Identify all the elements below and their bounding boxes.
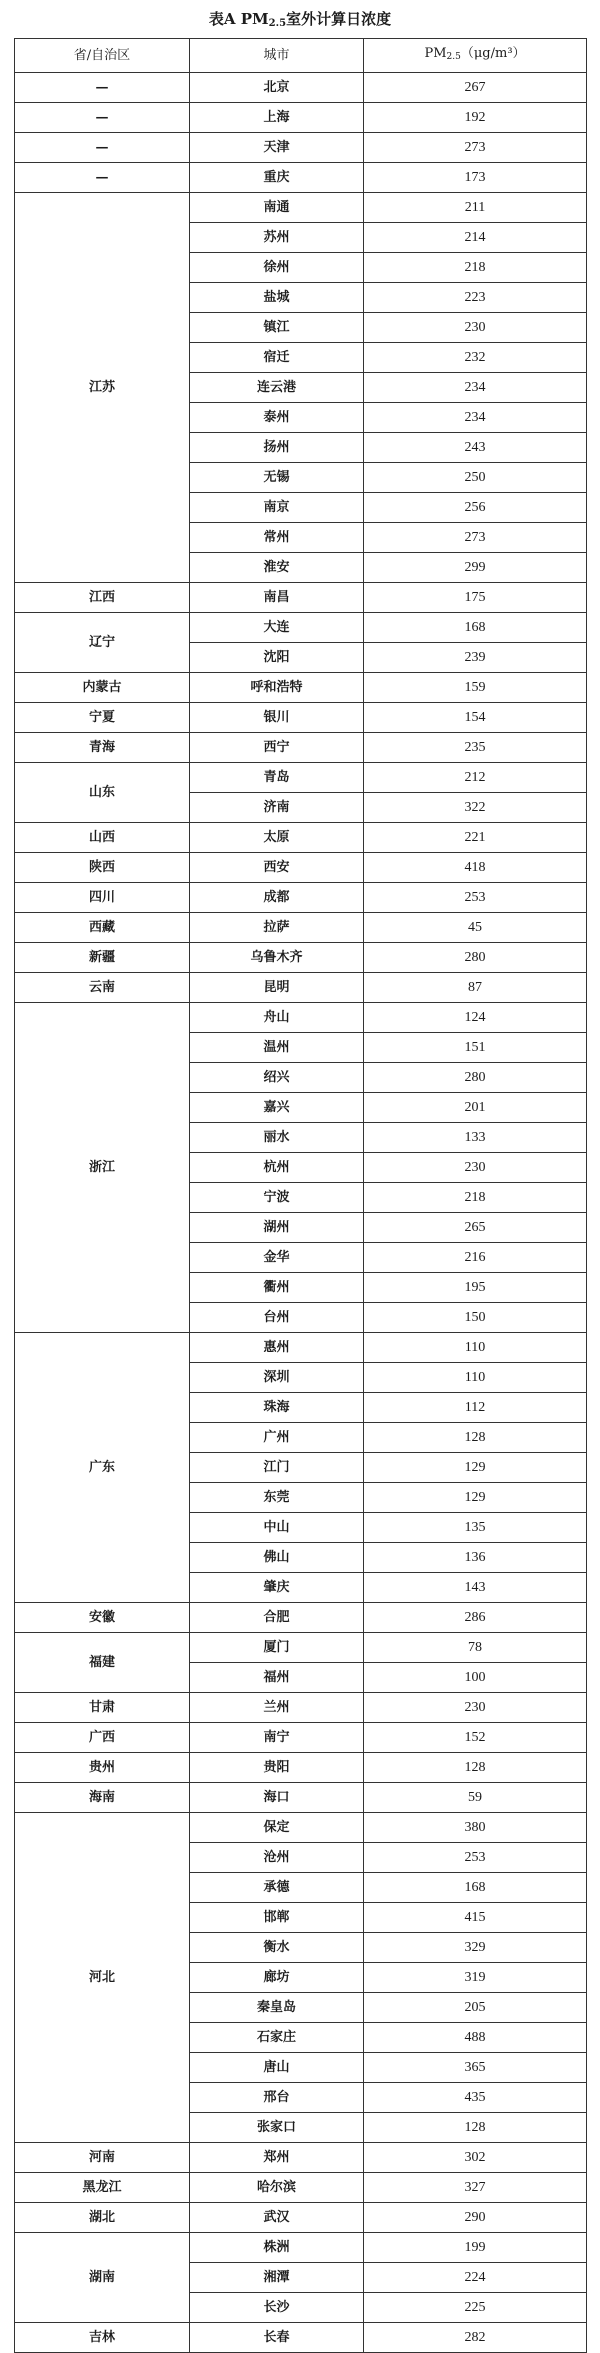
- city-cell: 宁波: [190, 1183, 364, 1213]
- table-row: [15, 733, 587, 763]
- table-row: [15, 1003, 587, 1033]
- header-pm-subscript: 2.5: [446, 52, 461, 62]
- pm25-value-cell: 230: [364, 1693, 587, 1723]
- pm25-value-cell: 214: [364, 223, 587, 253]
- city-cell: 承德: [190, 1873, 364, 1903]
- city-cell: 石家庄: [190, 2023, 364, 2053]
- city-cell: 广州: [190, 1423, 364, 1453]
- province-cell: 浙江: [15, 1003, 190, 1333]
- city-cell: 哈尔滨: [190, 2173, 364, 2203]
- city-cell: 呼和浩特: [190, 673, 364, 703]
- table-row: [15, 1813, 587, 1843]
- header-pm25: [364, 39, 587, 73]
- pm25-value-cell: 280: [364, 1063, 587, 1093]
- pm25-value-cell: 216: [364, 1243, 587, 1273]
- pm25-value-cell: 143: [364, 1573, 587, 1603]
- pm25-value-cell: 415: [364, 1903, 587, 1933]
- province-cell: 湖南: [15, 2233, 190, 2323]
- city-cell: 淮安: [190, 553, 364, 583]
- pm25-value-cell: 78: [364, 1633, 587, 1663]
- pm25-value-cell: 230: [364, 1153, 587, 1183]
- province-cell: 河北: [15, 1813, 190, 2143]
- pm25-value-cell: 365: [364, 2053, 587, 2083]
- pm25-value-cell: 154: [364, 703, 587, 733]
- pm25-value-cell: 135: [364, 1513, 587, 1543]
- title-subscript: 2.5: [268, 18, 287, 29]
- pm25-value-cell: 150: [364, 1303, 587, 1333]
- header-pm-prefix: PM: [424, 46, 447, 61]
- pm25-value-cell: 234: [364, 403, 587, 433]
- table-row: [15, 1723, 587, 1753]
- province-cell: 福建: [15, 1633, 190, 1693]
- table-row: [15, 1633, 587, 1663]
- city-cell: 嘉兴: [190, 1093, 364, 1123]
- pm25-value-cell: 488: [364, 2023, 587, 2053]
- city-cell: 盐城: [190, 283, 364, 313]
- table-row: [15, 883, 587, 913]
- table-row: [15, 2233, 587, 2263]
- province-cell: 宁夏: [15, 703, 190, 733]
- city-cell: 上海: [190, 103, 364, 133]
- province-cell: 甘肃: [15, 1693, 190, 1723]
- city-cell: 衢州: [190, 1273, 364, 1303]
- table-row: [15, 763, 587, 793]
- province-cell: 贵州: [15, 1753, 190, 1783]
- pm25-value-cell: 221: [364, 823, 587, 853]
- city-cell: 张家口: [190, 2113, 364, 2143]
- table-row: [15, 193, 587, 223]
- city-cell: 苏州: [190, 223, 364, 253]
- city-cell: 湖州: [190, 1213, 364, 1243]
- pm25-value-cell: 225: [364, 2293, 587, 2323]
- province-cell: 陕西: [15, 853, 190, 883]
- city-cell: 南通: [190, 193, 364, 223]
- table-row: [15, 613, 587, 643]
- pm25-value-cell: 212: [364, 763, 587, 793]
- province-cell: 山西: [15, 823, 190, 853]
- pm25-value-cell: 418: [364, 853, 587, 883]
- city-cell: 福州: [190, 1663, 364, 1693]
- pm25-value-cell: 223: [364, 283, 587, 313]
- city-cell: 肇庆: [190, 1573, 364, 1603]
- pm25-value-cell: 110: [364, 1363, 587, 1393]
- province-cell: 江西: [15, 583, 190, 613]
- pm25-value-cell: 45: [364, 913, 587, 943]
- city-cell: 温州: [190, 1033, 364, 1063]
- table-row: [15, 823, 587, 853]
- pm25-value-cell: 128: [364, 1423, 587, 1453]
- city-cell: 东莞: [190, 1483, 364, 1513]
- city-cell: 江门: [190, 1453, 364, 1483]
- pm25-value-cell: 327: [364, 2173, 587, 2203]
- pm25-value-cell: 224: [364, 2263, 587, 2293]
- pm25-value-cell: 199: [364, 2233, 587, 2263]
- city-cell: 西安: [190, 853, 364, 883]
- pm25-value-cell: 195: [364, 1273, 587, 1303]
- city-cell: 中山: [190, 1513, 364, 1543]
- city-cell: 徐州: [190, 253, 364, 283]
- pm25-value-cell: 435: [364, 2083, 587, 2113]
- city-cell: 武汉: [190, 2203, 364, 2233]
- pm25-value-cell: 136: [364, 1543, 587, 1573]
- city-cell: 长春: [190, 2323, 364, 2353]
- pm25-value-cell: 319: [364, 1963, 587, 1993]
- city-cell: 绍兴: [190, 1063, 364, 1093]
- city-cell: 北京: [190, 73, 364, 103]
- province-cell: 新疆: [15, 943, 190, 973]
- pm25-value-cell: 253: [364, 1843, 587, 1873]
- table-row: [15, 133, 587, 163]
- province-cell: —: [15, 163, 190, 193]
- pm25-value-cell: 322: [364, 793, 587, 823]
- city-cell: 拉萨: [190, 913, 364, 943]
- city-cell: 常州: [190, 523, 364, 553]
- city-cell: 无锡: [190, 463, 364, 493]
- pm25-value-cell: 243: [364, 433, 587, 463]
- city-cell: 长沙: [190, 2293, 364, 2323]
- pm25-value-cell: 302: [364, 2143, 587, 2173]
- city-cell: 扬州: [190, 433, 364, 463]
- city-cell: 南宁: [190, 1723, 364, 1753]
- province-cell: 湖北: [15, 2203, 190, 2233]
- city-cell: 邯郸: [190, 1903, 364, 1933]
- header-row: [15, 39, 587, 73]
- table-row: [15, 1333, 587, 1363]
- province-cell: 广西: [15, 1723, 190, 1753]
- header-province: 省/自治区: [15, 39, 190, 73]
- table-row: [15, 1753, 587, 1783]
- header-city: 城市: [190, 39, 364, 73]
- province-cell: 黑龙江: [15, 2173, 190, 2203]
- pm25-value-cell: 168: [364, 613, 587, 643]
- province-cell: 山东: [15, 763, 190, 823]
- table-row: [15, 2323, 587, 2353]
- province-cell: 吉林: [15, 2323, 190, 2353]
- table-row: [15, 673, 587, 703]
- pm25-value-cell: 133: [364, 1123, 587, 1153]
- city-cell: 株洲: [190, 2233, 364, 2263]
- city-cell: 沧州: [190, 1843, 364, 1873]
- pm25-value-cell: 129: [364, 1453, 587, 1483]
- header-pm-unit: （μg/m³）: [460, 46, 526, 61]
- table-body: [15, 73, 587, 2353]
- pm25-value-cell: 273: [364, 133, 587, 163]
- table-row: [15, 703, 587, 733]
- city-cell: 廊坊: [190, 1963, 364, 1993]
- province-cell: 辽宁: [15, 613, 190, 673]
- pm25-value-cell: 267: [364, 73, 587, 103]
- province-cell: 内蒙古: [15, 673, 190, 703]
- pm25-value-cell: 205: [364, 1993, 587, 2023]
- city-cell: 银川: [190, 703, 364, 733]
- pm25-value-cell: 201: [364, 1093, 587, 1123]
- pm25-value-cell: 152: [364, 1723, 587, 1753]
- city-cell: 厦门: [190, 1633, 364, 1663]
- city-cell: 泰州: [190, 403, 364, 433]
- pm25-value-cell: 230: [364, 313, 587, 343]
- pm25-value-cell: 290: [364, 2203, 587, 2233]
- pm25-value-cell: 218: [364, 1183, 587, 1213]
- pm25-value-cell: 256: [364, 493, 587, 523]
- pm25-value-cell: 112: [364, 1393, 587, 1423]
- pm25-value-cell: 280: [364, 943, 587, 973]
- table-row: [15, 1603, 587, 1633]
- pm25-value-cell: 282: [364, 2323, 587, 2353]
- pm25-value-cell: 232: [364, 343, 587, 373]
- pm25-value-cell: 218: [364, 253, 587, 283]
- city-cell: 珠海: [190, 1393, 364, 1423]
- city-cell: 湘潭: [190, 2263, 364, 2293]
- city-cell: 乌鲁木齐: [190, 943, 364, 973]
- city-cell: 唐山: [190, 2053, 364, 2083]
- city-cell: 南京: [190, 493, 364, 523]
- table-row: [15, 163, 587, 193]
- city-cell: 惠州: [190, 1333, 364, 1363]
- table-row: [15, 103, 587, 133]
- pm25-value-cell: 128: [364, 2113, 587, 2143]
- city-cell: 宿迁: [190, 343, 364, 373]
- pm25-value-cell: 329: [364, 1933, 587, 1963]
- province-cell: 河南: [15, 2143, 190, 2173]
- city-cell: 济南: [190, 793, 364, 823]
- city-cell: 大连: [190, 613, 364, 643]
- city-cell: 青岛: [190, 763, 364, 793]
- city-cell: 丽水: [190, 1123, 364, 1153]
- city-cell: 贵阳: [190, 1753, 364, 1783]
- pm25-value-cell: 175: [364, 583, 587, 613]
- pm25-value-cell: 168: [364, 1873, 587, 1903]
- pm25-value-cell: 235: [364, 733, 587, 763]
- pm25-value-cell: 239: [364, 643, 587, 673]
- city-cell: 天津: [190, 133, 364, 163]
- pm25-value-cell: 250: [364, 463, 587, 493]
- province-cell: 西藏: [15, 913, 190, 943]
- city-cell: 佛山: [190, 1543, 364, 1573]
- table-row: [15, 1693, 587, 1723]
- pm25-value-cell: 286: [364, 1603, 587, 1633]
- title-prefix: 表A PM: [208, 10, 269, 28]
- pm25-value-cell: 100: [364, 1663, 587, 1693]
- city-cell: 南昌: [190, 583, 364, 613]
- table-row: [15, 853, 587, 883]
- province-cell: 海南: [15, 1783, 190, 1813]
- pm25-value-cell: 59: [364, 1783, 587, 1813]
- table-row: [15, 973, 587, 1003]
- table-row: [15, 2173, 587, 2203]
- province-cell: 广东: [15, 1333, 190, 1603]
- table-row: [15, 913, 587, 943]
- city-cell: 舟山: [190, 1003, 364, 1033]
- pm25-value-cell: 159: [364, 673, 587, 703]
- pm25-value-cell: 273: [364, 523, 587, 553]
- city-cell: 杭州: [190, 1153, 364, 1183]
- province-cell: —: [15, 73, 190, 103]
- city-cell: 兰州: [190, 1693, 364, 1723]
- pm25-value-cell: 110: [364, 1333, 587, 1363]
- pm25-value-cell: 151: [364, 1033, 587, 1063]
- city-cell: 邢台: [190, 2083, 364, 2113]
- pm25-value-cell: 129: [364, 1483, 587, 1513]
- table-title: [0, 0, 600, 38]
- city-cell: 西宁: [190, 733, 364, 763]
- province-cell: 江苏: [15, 193, 190, 583]
- city-cell: 深圳: [190, 1363, 364, 1393]
- table-row: [15, 73, 587, 103]
- province-cell: —: [15, 103, 190, 133]
- city-cell: 衡水: [190, 1933, 364, 1963]
- city-cell: 合肥: [190, 1603, 364, 1633]
- city-cell: 镇江: [190, 313, 364, 343]
- pm25-value-cell: 265: [364, 1213, 587, 1243]
- pm25-value-cell: 211: [364, 193, 587, 223]
- city-cell: 海口: [190, 1783, 364, 1813]
- city-cell: 连云港: [190, 373, 364, 403]
- pm25-value-cell: 253: [364, 883, 587, 913]
- city-cell: 保定: [190, 1813, 364, 1843]
- pm25-value-cell: 299: [364, 553, 587, 583]
- pm25-value-cell: 173: [364, 163, 587, 193]
- province-cell: —: [15, 133, 190, 163]
- city-cell: 台州: [190, 1303, 364, 1333]
- table-row: [15, 2143, 587, 2173]
- city-cell: 金华: [190, 1243, 364, 1273]
- pm25-value-cell: 192: [364, 103, 587, 133]
- province-cell: 四川: [15, 883, 190, 913]
- table-row: [15, 1783, 587, 1813]
- pm25-value-cell: 87: [364, 973, 587, 1003]
- city-cell: 太原: [190, 823, 364, 853]
- city-cell: 沈阳: [190, 643, 364, 673]
- pm25-table: [14, 38, 587, 2353]
- table-row: [15, 583, 587, 613]
- pm25-value-cell: 380: [364, 1813, 587, 1843]
- city-cell: 郑州: [190, 2143, 364, 2173]
- city-cell: 重庆: [190, 163, 364, 193]
- city-cell: 昆明: [190, 973, 364, 1003]
- province-cell: 云南: [15, 973, 190, 1003]
- table-row: [15, 2203, 587, 2233]
- pm25-value-cell: 124: [364, 1003, 587, 1033]
- city-cell: 秦皇岛: [190, 1993, 364, 2023]
- title-suffix: 室外计算日浓度: [286, 10, 392, 28]
- table-row: [15, 943, 587, 973]
- pm25-value-cell: 234: [364, 373, 587, 403]
- city-cell: 成都: [190, 883, 364, 913]
- province-cell: 青海: [15, 733, 190, 763]
- province-cell: 安徽: [15, 1603, 190, 1633]
- pm25-value-cell: 128: [364, 1753, 587, 1783]
